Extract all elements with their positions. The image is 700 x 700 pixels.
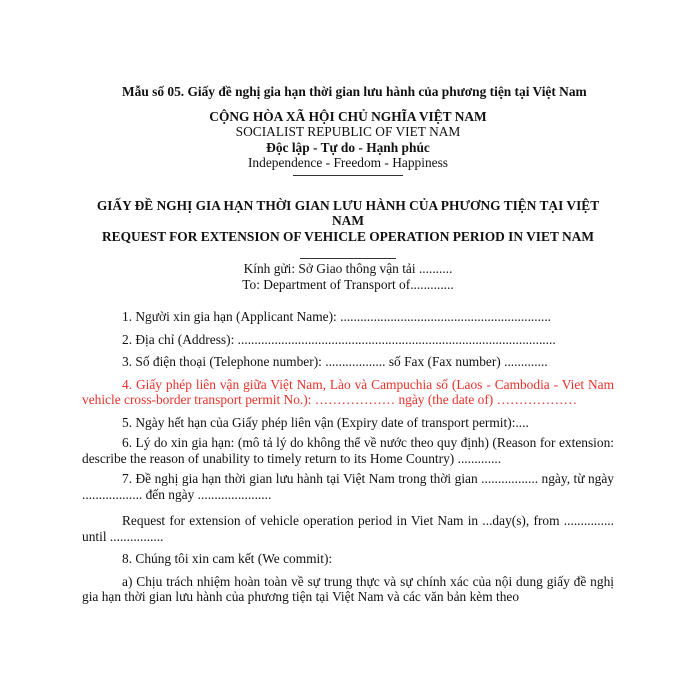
item-permit-number: 4. Giấy phép liên vận giữa Việt Nam, Lào và Campuchia số (Laos - Cambodia - Viet Nam vehicle cross-border transport permit No.): ……………… ngày (the date of) ……………… (82, 376, 614, 407)
item-address: 2. Địa chỉ (Address): ............................................................................................... (122, 331, 556, 347)
item-request-vn: 7. Đề nghị gia hạn thời gian lưu hành tại Việt Nam trong thời gian ................. ngày, từ ngày .................. đến ngày ...................... (82, 471, 614, 502)
motto-en: Independence - Freedom - Happiness (247, 155, 449, 170)
item-phone-fax: 3. Số điện thoại (Telephone number): .................. số Fax (Fax number) ............. (122, 354, 548, 369)
document-title-vn: GIẤY ĐỀ NGHỊ GIA HẠN THỜI GIAN LƯU HÀNH CỦA PHƯƠNG TIỆN TẠI VIỆT NAM (96, 197, 600, 228)
addressee-vn: Kính gửi: Sở Giao thông vận tải .......... (243, 261, 453, 276)
item-expiry-date: 5. Ngày hết hạn của Giấy phép liên vận (Expiry date of transport permit):.... (122, 414, 529, 430)
item-request-en: Request for extension of vehicle operation period in Viet Nam in ...day(s), from ............... until ................ (82, 513, 614, 544)
item-reason: 6. Lý do xin gia hạn: (mô tả lý do không thể về nước theo quy định) (Reason for extension: describe the reason of unability to timely return to its Home Country) ............. (82, 435, 614, 466)
form-number-title: Mẫu số 05. Giấy đề nghị gia hạn thời gian lưu hành của phương tiện tại Việt Nam (122, 84, 587, 99)
item-commit-heading: 8. Chúng tôi xin cam kết (We commit): (122, 551, 333, 566)
document-page (82, 84, 614, 605)
country-name-vn: CỘNG HÒA XÃ HỘI CHỦ NGHĨA VIỆT NAM (209, 108, 487, 124)
addressee-en: To: Department of Transport of............. (242, 276, 454, 292)
motto-vn: Độc lập - Tự do - Hạnh phúc (266, 139, 430, 155)
header-divider (293, 175, 403, 176)
title-divider (300, 258, 396, 259)
item-commit-a: a) Chịu trách nhiệm hoàn toàn về sự trung thực và sự chính xác của nội dung giấy đề nghị gia hạn thời gian lưu hành của phương tiện tại Việt Nam và các văn bản kèm theo (82, 573, 614, 604)
item-applicant-name: 1. Người xin gia hạn (Applicant Name): ............................................................... (122, 309, 552, 324)
document-title-en: REQUEST FOR EXTENSION OF VEHICLE OPERATION PERIOD IN VIET NAM (102, 228, 594, 244)
country-name-en: SOCIALIST REPUBLIC OF VIET NAM (235, 124, 461, 139)
